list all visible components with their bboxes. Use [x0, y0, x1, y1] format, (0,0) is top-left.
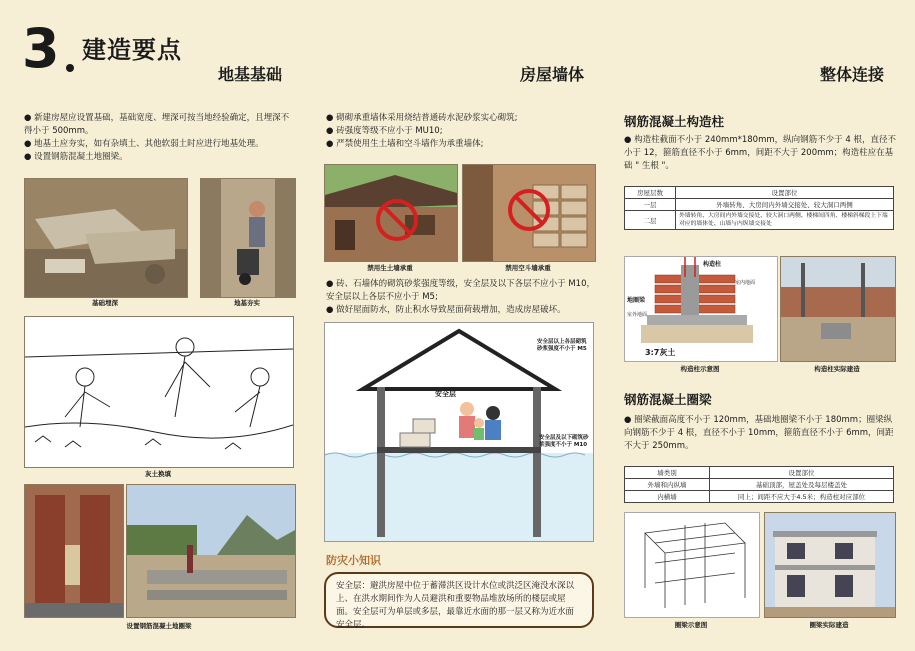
photo-ring-beam-built	[764, 512, 896, 618]
sketch-lime-soil	[24, 316, 294, 468]
ring-beam-table-cell: 外墙和内纵墙	[625, 479, 710, 491]
ring-beam-table-cell: 内横墙	[625, 491, 710, 503]
ring-beam-table-header-1: 墙类别	[625, 467, 710, 479]
caption-compaction: 地基夯实	[234, 299, 260, 307]
photo-hollow-wall	[462, 164, 596, 262]
tip-text: 安全层：避洪房屋中位于蓄滞洪区设计水位或洪泛区淹没水深以上、在洪水期间作为人员避洪和重要物品堆放场所的楼层或屋面。安全层可为单层或多层，最靠近水面的那一层又称为近水面安全层。	[336, 581, 575, 630]
lower-mortar-label: 安全层及以下砌筑砂浆强度不小于 M10	[539, 435, 589, 448]
subheading-ring-beam: 钢筋混凝土圈梁	[624, 392, 712, 407]
ring-beam-diagram	[624, 512, 760, 618]
column-table-header-1: 房屋层数	[625, 187, 676, 199]
caption-lime-soil: 灰土换填	[145, 470, 171, 478]
label-lime-soil: 3:7灰土	[645, 348, 676, 357]
wall-bullets-1	[326, 112, 596, 151]
subheading-constructional-column: 钢筋混凝土构造柱	[624, 114, 725, 129]
wall-bullet-3: ● 严禁使用生土墙和空斗墙作为承重墙体;	[326, 139, 484, 149]
wall-bullet-1: ● 砌砌承重墙体采用烧结普通砖水泥砂浆实心砌筑;	[326, 113, 518, 123]
ring-beam-table-cell: 基础顶部，屋盖处及每层楼盖处	[710, 479, 894, 491]
column-text: ● 构造柱截面不小于 240mm*180mm，纵向钢筋不少于 4 根，直径不小于 12，箍筋直径不小于 6mm，间距不大于 200mm；构造柱应在基础 " 生根 "。	[624, 135, 896, 171]
caption-hollow-wall: 禁用空斗墙承重	[505, 264, 551, 272]
ring-beam-text: ● 圈梁截面高度不小于 120mm，基础地圈梁不小于 180mm；圈梁纵向钢筋不少于 4 根，直径不小于 10mm，箍筋直径不小于 6mm，间距不大于 250mm。	[624, 415, 894, 451]
caption-ring-beam-diagram: 圈梁示意图	[674, 621, 708, 629]
caption-foundation-depth: 基础埋深	[92, 299, 118, 307]
page-title: 建造要点	[82, 36, 182, 64]
foundation-bullet-3: ● 设置钢筋混凝土地圈梁。	[24, 152, 128, 162]
label-column: 构造柱	[703, 261, 722, 268]
heading-walls: 房屋墙体	[520, 65, 585, 84]
wall-bullet-2: ● 砖强度等级不应小于 MU10;	[326, 126, 443, 136]
heading-connection: 整体连接	[820, 65, 885, 84]
section-number-dot	[66, 64, 74, 72]
caption-column-diagram: 构造柱示意图	[680, 365, 720, 373]
column-table-cell: 一层	[625, 199, 676, 211]
caption-ring-beam: 设置钢筋混凝土地圈梁	[126, 622, 192, 630]
label-ground-beam: 地圈梁	[627, 297, 646, 304]
wall-bullet-5: ● 做好屋面防水，防止积水导致屋面荷载增加，造成房屋破坏。	[326, 305, 566, 315]
photo-ring-beam-2	[126, 484, 296, 618]
safe-layer-label: 安全层	[435, 390, 456, 398]
photo-ring-beam-1	[24, 484, 124, 618]
photo-compaction	[200, 178, 296, 298]
wall-bullets-2	[326, 278, 596, 317]
column-table	[624, 186, 894, 230]
photo-column-built	[780, 256, 896, 362]
wall-bullet-4: ● 砖、石墙体的砌筑砂浆强度等级，安全层及以下各层不应小于 M10，安全层以上各层不应小于 M5;	[326, 279, 595, 302]
photo-foundation-depth	[24, 178, 188, 298]
foundation-bullet-2: ● 地基土应夯实，如有杂填土、其他软弱土时应进行地基处理。	[24, 139, 264, 149]
caption-column-built: 构造柱实际建造	[814, 365, 860, 373]
ring-beam-table	[624, 466, 894, 503]
tip-box	[324, 572, 594, 628]
foundation-bullets	[24, 112, 296, 164]
ring-beam-table-cell: 同上；间距不应大于4.5米；构造柱对应部位	[710, 491, 894, 503]
caption-earth-wall: 禁用生土墙承重	[367, 264, 413, 272]
caption-ring-beam-built: 圈梁实际建造	[809, 621, 849, 629]
column-table-header-2: 设置部位	[676, 187, 894, 199]
tip-title: 防灾小知识	[326, 554, 381, 567]
photo-earth-wall	[324, 164, 458, 262]
column-table-cell: 外墙转角、大房间内外墙交接处、较大洞口两侧	[676, 199, 894, 211]
label-indoor-floor: 室内地面	[735, 280, 756, 286]
column-table-cell: 外墙转角、大房间内外墙交接处、较大洞口两侧、楼梯间四角、楼梯斜梯段上下端对应的墙体处、山墙与内纵墙交接处	[676, 211, 894, 230]
column-table-cell: 二层	[625, 211, 676, 230]
safety-layer-diagram	[324, 322, 594, 542]
column-diagram	[624, 256, 778, 362]
upper-mortar-label: 安全层以上各层砌筑砂浆强度不小于 M5	[537, 339, 587, 352]
label-outdoor-floor: 室外地面	[627, 312, 648, 318]
ring-beam-table-header-2: 设置部位	[710, 467, 894, 479]
foundation-bullet-1: ● 新建房屋应设置基础，基础宽度、埋深可按当地经验确定，且埋深不得小于 500mm。	[24, 113, 290, 136]
heading-foundation: 地基基础	[218, 65, 283, 84]
section-number: 3	[22, 17, 60, 80]
